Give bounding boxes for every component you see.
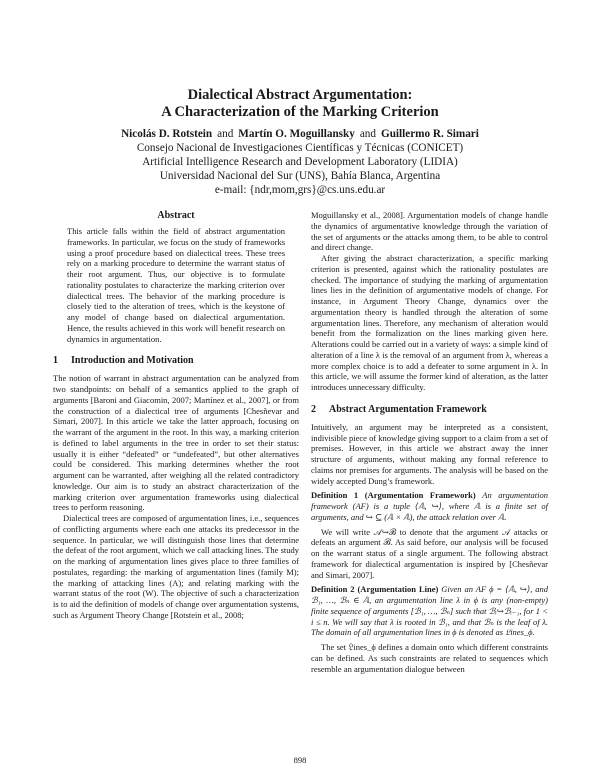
section-1-paragraph-1: The notion of warrant in abstract argumentation can be analyzed from two standpoints: on behalf of a semantics applied to the graph of arguments [Baroni and Giacomin, 2007; Martínez et al., 2007], or from the construction of a dialectical tree of arguments [Chesñevar and Simari, 2007]. In this article we take the latter approach, focusing on the warrant of the argument in the root. In this way, a marking criterion is defined to label arguments in the tree in order to set their status: usually it is either “defeated” or “undefeated”, but other alternatives could be considered. This marking determines whether the root argument can be warranted, after weighing all the related contradictory knowledge. Our aim is to study an abstract characterization of the marking criterion over argumentation frameworks using dialectical trees to perform reasoning. bbox=[53, 373, 299, 513]
paper-title-line1: Dialectical Abstract Argumentation: bbox=[187, 87, 413, 103]
author-list bbox=[0, 127, 600, 141]
section-2-heading bbox=[311, 404, 548, 416]
definition-1-body: An argumentation framework (AF) is a tuple ⟨𝔸, ↪⟩, where 𝔸 is a finite set of arguments, and ↪ ⊆ (𝔸 × 𝔸), the attack relation over 𝔸. bbox=[311, 490, 549, 522]
section-title: Introduction and Motivation bbox=[71, 355, 194, 367]
page-number: 898 bbox=[293, 755, 307, 765]
section-2-paragraph-1: Intuitively, an argument may be interpreted as a consistent, indivisible piece of knowledge giving support to a claim from a set of premises. However, in this article we abstract away the inner structure of arguments, without making any formal reference to claims nor premises for arguments. The analysis will be based on the widely accepted Dung’s framework. bbox=[311, 421, 548, 486]
author-conjunction: and bbox=[359, 128, 376, 140]
definition-1 bbox=[311, 490, 548, 522]
left-column bbox=[53, 210, 299, 621]
author-conjunction: and bbox=[217, 128, 234, 140]
section-2-paragraph-3: The set 𝔏ines_ϕ defines a domain onto which different constraints can be defined. As such constraints are related to sequences which resemble an argumentation dialogue between bbox=[311, 642, 548, 674]
paper-title-line2: A Characterization of the Marking Criterion bbox=[161, 104, 439, 120]
definition-2-heading: Definition 2 (Argumentation Line) bbox=[311, 584, 439, 595]
author-email: e-mail: {ndr,mom,grs}@cs.uns.edu.ar bbox=[214, 184, 386, 196]
affiliation-line1: Consejo Nacional de Investigaciones Científicas y Técnicas (CONICET) bbox=[136, 142, 464, 154]
right-paragraph-2: After giving the abstract characterization, a specific marking criterion is presented, against which the rationality postulates are checked. The importance of studying the marking of argumentation lines lies in the definition of argumentative models of change. For instance, in Argument Theory Change, dynamics over the argumentation theory is handled through the alteration of some argumentation lines. Therefore, any mechanism of alteration would benefit from the formalization on the lines marking given here. Alterations could be carried out in a variety of ways: a simple kind of alteration of a line λ is the removal of an argument from λ, whereas a more complex choice is to add a defeater to some argument in λ. In this article, we will assume the former kind of alteration, as the latter introduces unnecessary difficulty. bbox=[311, 253, 548, 392]
author-3: Guillermo R. Simari bbox=[381, 128, 479, 140]
section-number: 2 bbox=[311, 403, 316, 415]
section-number: 1 bbox=[53, 355, 58, 367]
section-1-paragraph-2: Dialectical trees are composed of argumentation lines, i.e., sequences of conflicting arguments where each one attacks its predecessor in the sequence. In particular, we will distinguish those lines that determine the defeat of the root argument, which we call attacking lines. The study on the marking of argumentation lines gives place to three families of postulates, regarding: the marking of argumentation lines (family M); the marking of attacking lines (A); and relating marking with the warrant status of the root (W). The objective of such a characterization is to aid the definition of models of change over argumentation systems, such as Argument Theory Change [Rotstein et al., 2008; bbox=[53, 513, 299, 620]
author-1: Nicolás D. Rotstein bbox=[121, 128, 213, 140]
abstract-text: This article falls within the field of abstract argumentation frameworks. In particular, we focus on the study of frameworks using a proof procedure based on dialectical trees. These trees rely on a marking procedure to determine the warrant status of their root argument. Thus, our objective is to formulate rationality postulates to characterize the marking criterion over dialectical trees. The behavior of the marking procedure is closely tied to the alteration of trees, which is the keystone of any model of change based on dialectical argumentation. Hence, the results achieved in this work will benefit research on dynamics in argumentation. bbox=[67, 226, 285, 344]
section-1-heading bbox=[53, 355, 299, 367]
affiliation-line2: Artificial Intelligence Research and Development Laboratory (LIDIA) bbox=[142, 156, 458, 168]
section-2-paragraph-2: We will write 𝒜↪ℬ to denote that the argument 𝒜 attacks or defeats an argument ℬ. As said before, our analysis will be focused on the warrant status of a single argument. The following abstract framework for dialectical argumentation is inspired by [Chesñevar and Simari, 2007]. bbox=[311, 526, 548, 580]
author-2: Martín O. Moguillansky bbox=[238, 128, 355, 140]
right-paragraph-1: Moguillansky et al., 2008]. Argumentation models of change handle the dynamics of argumentative knowledge through the variation of the set of arguments or the attacks among them, to be able to control and direct change. bbox=[311, 210, 548, 253]
abstract-heading: Abstract bbox=[157, 210, 195, 221]
definition-2 bbox=[311, 584, 548, 638]
right-column bbox=[311, 210, 548, 674]
affiliation-line3: Universidad Nacional del Sur (UNS), Bahía Blanca, Argentina bbox=[159, 170, 441, 182]
definition-2-body: Given an AF ϕ = ⟨𝔸, ↪⟩, and ℬ₁, …, ℬₙ ∈ 𝔸, an argumentation line λ in ϕ is any (non-empty) finite sequence of arguments [ℬ₁, …, ℬₙ] such that ℬᵢ↪ℬᵢ₋₁, for 1 < i ≤ n. We will say that λ is rooted in ℬ₁, and that ℬₙ is the leaf of λ. The domain of all argumentation lines in ϕ is denoted as 𝔏ines_ϕ. bbox=[311, 584, 549, 638]
definition-1-heading: Definition 1 (Argumentation Framework) bbox=[311, 490, 476, 501]
section-title: Abstract Argumentation Framework bbox=[329, 403, 487, 415]
